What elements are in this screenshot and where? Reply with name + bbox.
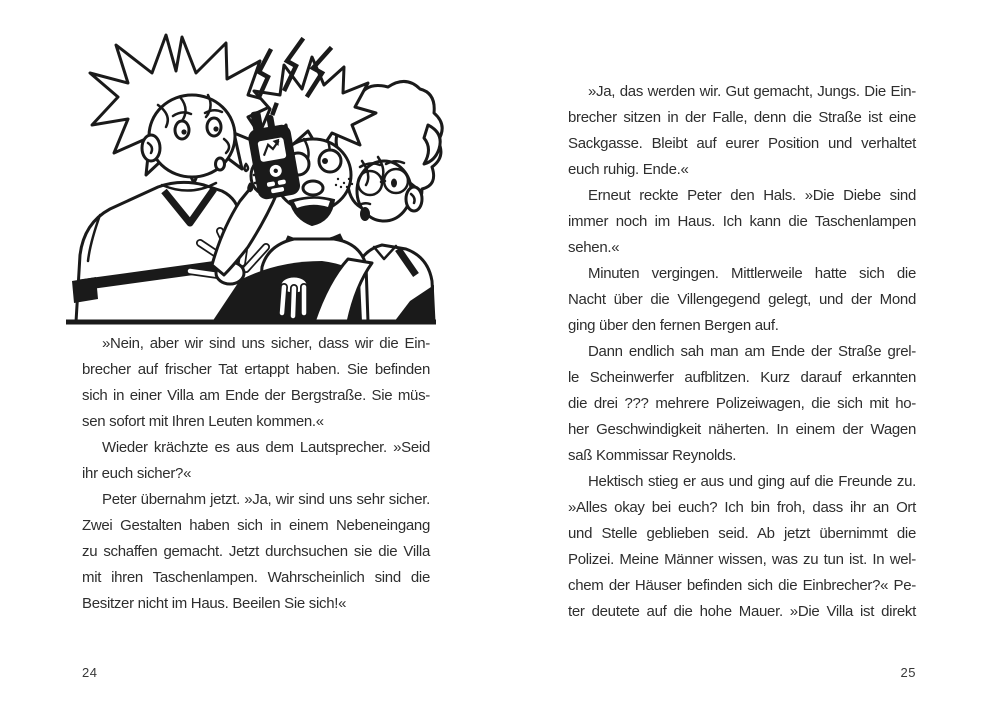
text-line: chem der Häuser befinden sich die Einbrecher?« Pe- <box>568 577 916 594</box>
text-line: ging über den fernen Bergen auf. <box>568 317 779 334</box>
text-line: Minuten vergingen. Mittlerweile hatte sich die <box>588 265 916 282</box>
text-line: Dann endlich sah man am Ende der Straße grel- <box>588 343 916 360</box>
text-line: brecher auf frischer Tat ertappt haben. Sie befinden <box>82 361 430 378</box>
text-line: her Geschwindigkeit näherten. In einem der Wagen <box>568 421 916 438</box>
text-line: Peter übernahm jetzt. »Ja, wir sind uns sehr sicher. <box>102 491 430 508</box>
text-line: saß Kommissar Reynolds. <box>568 447 737 464</box>
text-line: und Stelle geblieben seid. Ab jetzt übernimmt die <box>568 525 916 542</box>
text-line: »Alles okay bei euch? Ich bin froh, dass ihr an Ort <box>568 499 916 516</box>
text-line: le Scheinwerfer aufblitzen. Kurz darauf erkannten <box>568 369 916 386</box>
text-line: die drei ??? mehrere Polizeiwagen, die sich mit ho- <box>568 395 916 412</box>
text-line: Polizei. Meine Männer wissen, was zu tun ist. In wel- <box>568 551 916 568</box>
illustration <box>62 33 440 325</box>
text-line: ter deutete auf die hohe Mauer. »Die Villa ist direkt <box>568 603 916 620</box>
text-line: Wieder krächzte es aus dem Lautsprecher. »Seid <box>102 439 430 456</box>
walkie-talkie-scene-drawing <box>62 33 440 325</box>
page-number-right: 25 <box>900 665 916 680</box>
text-line: zu schaffen gemacht. Jetzt durchsuchen sie die Villa <box>82 543 430 560</box>
text-line: Besitzer nicht im Haus. Beeilen Sie sich!« <box>82 595 347 612</box>
text-line: euch ruhig. Ende.« <box>568 161 689 178</box>
text-line: »Ja, das werden wir. Gut gemacht, Jungs. Die Ein- <box>588 83 916 100</box>
text-line: immer noch im Haus. Ich kann die Taschenlampen <box>568 213 916 230</box>
text-line: »Nein, aber wir sind uns sicher, dass wir die Ein- <box>102 335 430 352</box>
text-line: sich in einer Villa am Ende der Bergstraße. Sie müs- <box>82 387 430 404</box>
text-line: sen sofort mit Ihren Leuten kommen.« <box>82 413 324 430</box>
text-line: mit ihren Taschenlampen. Wahrscheinlich sind die <box>82 569 430 586</box>
text-line: sehen.« <box>568 239 620 256</box>
text-line: ihr euch sicher?« <box>82 465 192 482</box>
left-page-text <box>82 331 430 617</box>
text-line: Nacht über die Villengegend gelegt, und der Mond <box>568 291 916 308</box>
page-number-left: 24 <box>82 665 98 680</box>
text-line: Sackgasse. Bleibt auf eurer Position und verhaltet <box>568 135 916 152</box>
text-line: Zwei Gestalten haben sich in einem Nebeneingang <box>82 517 430 534</box>
text-line: Erneut reckte Peter den Hals. »Die Diebe sind <box>588 187 916 204</box>
text-line: Hektisch stieg er aus und ging auf die Freunde zu. <box>588 473 916 490</box>
text-line: brecher sitzen in der Falle, denn die Straße ist eine <box>568 109 916 126</box>
right-page-text <box>568 79 916 625</box>
